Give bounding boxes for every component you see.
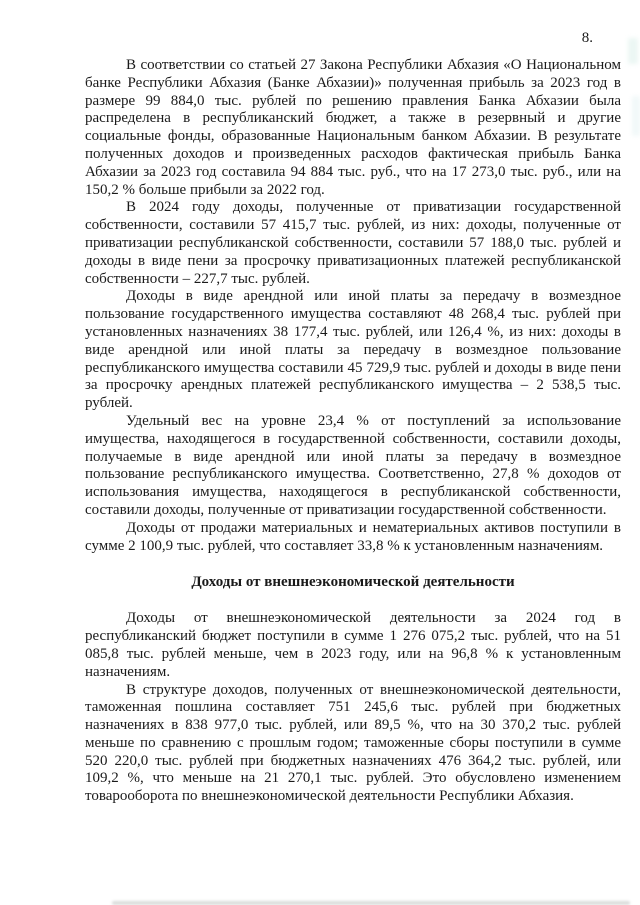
next-page-cutoff-artifact — [112, 901, 630, 905]
paragraph-rental-income: Доходы в виде арендной или иной платы за передачу в возмездное пользование государственного имущества составляют 48 268,4 тыс. рублей при установленных назначениях 38 177,4 тыс. рублей, или 126,4 %, из них: доходы в виде арендной или иной платы за передачу в возмездное пользование республиканского имущества составили 45 729,9 тыс. рублей и доходы в виде пени за просрочку арендных платежей республиканского имущества – 2 538,5 тыс. рублей. — [85, 288, 621, 412]
paragraph-asset-sales-income: Доходы от продажи материальных и нематериальных активов поступили в сумме 2 100,9 тыс. рублей, что составляет 33,8 % к установленным назначениям. — [85, 519, 621, 554]
section-heading-foreign-economic-activity: Доходы от внешнеэкономической деятельности — [191, 574, 515, 591]
page-body — [85, 57, 621, 806]
paragraph-bank-profit-2023: В соответствии со статьей 27 Закона Республики Абхазия «О Национальном банке Республики Абхазия (Банке Абхазии)» полученная прибыль за 2023 год в размере 99 884,0 тыс. рублей по решению правления Банка Абхазии была распределена в республиканский бюджет, а также в резервный и другие социальные фонды, образованные Национальным банком Абхазии. В результате полученных доходов и произведенных расходов фактическая прибыль Банка Абхазии за 2023 год составила 94 884 тыс. руб., что на 17 273,0 тыс. руб., или на 150,2 % больше прибыли за 2022 год. — [85, 57, 621, 198]
paragraph-privatization-income-2024: В 2024 году доходы, полученные от приватизации государственной собственности, составили 57 415,7 тыс. рублей, из них: доходы, полученные от приватизации республиканской собственности, составили 57 188,0 тыс. рублей и доходы в виде пени за просрочку приватизационных платежей республиканской собственности – 227,7 тыс. рублей. — [85, 199, 621, 287]
scan-smudge-artifact — [628, 38, 638, 64]
page-number: 8. — [581, 30, 593, 46]
paragraph-property-income-share: Удельный вес на уровне 23,4 % от поступлений за использование имущества, находящегося в государственной собственности, составили доходы, получаемые в виде арендной или иной платы за передачу в возмездное пользование республиканского имущества. Соответственно, 27,8 % доходов от использования имущества, находящегося в республиканской собственности, составили доходы, полученные от приватизации государственной собственности. — [85, 412, 621, 518]
scan-smudge-artifact — [632, 96, 640, 136]
paragraph-foreign-economic-income-total: Доходы от внешнеэкономической деятельности за 2024 год в республиканский бюджет поступили в сумме 1 276 075,2 тыс. рублей, что на 51 085,8 тыс. рублей меньше, чем в 2023 году, или на 96,8 % к установленным назначениям. — [85, 610, 621, 680]
paragraph-customs-duties-structure: В структуре доходов, полученных от внешнеэкономической деятельности, таможенная пошлина составляет 751 245,6 тыс. рублей при бюджетных назначениях в 838 977,0 тыс. рублей, или 89,5 %, что на 30 370,2 тыс. рублей меньше по сравнению с прошлым годом; таможенные сборы поступили в сумме 520 220,0 тыс. рублей при бюджетных назначениях 476 364,2 тыс. рублей, или 109,2 %, что меньше на 21 270,1 тыс. рублей. Это обусловлено изменением товарооборота по внешнеэкономической деятельности Республики Абхазия. — [85, 681, 621, 805]
